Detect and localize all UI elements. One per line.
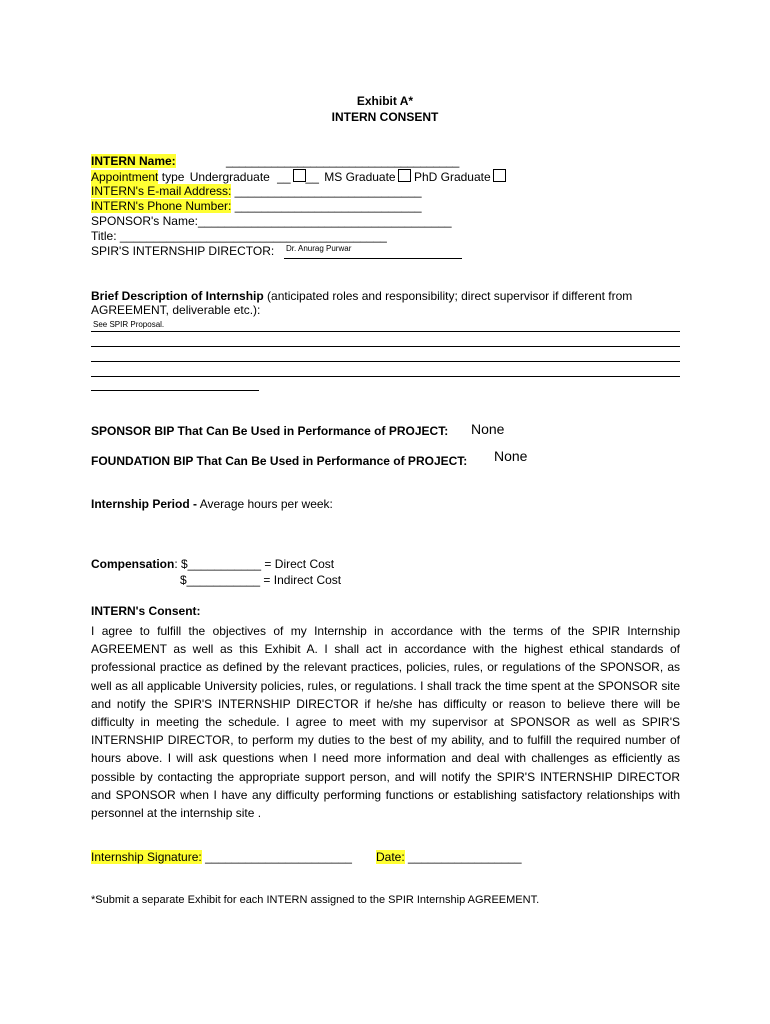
description-line-short bbox=[91, 390, 259, 391]
exhibit-title: Exhibit A* bbox=[356, 94, 414, 108]
document-subtitle: INTERN CONSENT bbox=[331, 110, 439, 124]
date-row bbox=[376, 850, 522, 864]
phone-row bbox=[91, 199, 422, 213]
description-heading-row bbox=[91, 289, 632, 303]
description-line bbox=[91, 331, 680, 332]
signature-row bbox=[91, 850, 352, 864]
date-label: Date: bbox=[376, 850, 405, 864]
compensation-label: Compensation bbox=[91, 557, 175, 571]
foundation-bip-value[interactable]: None bbox=[494, 448, 528, 464]
intern-name-field[interactable]: ____________________________________ bbox=[226, 154, 460, 168]
email-label: INTERN's E-mail Address: bbox=[91, 184, 232, 198]
signature-field[interactable]: ______________________ bbox=[205, 850, 352, 864]
compensation-direct-row bbox=[91, 557, 334, 571]
appointment-label: Appointment bbox=[91, 170, 159, 184]
compensation-direct[interactable]: : $___________ = Direct Cost bbox=[174, 557, 335, 571]
internship-period-text: Average hours per week: bbox=[197, 497, 333, 511]
sponsor-bip-label: SPONSOR BIP That Can Be Used in Performance of PROJECT: bbox=[91, 424, 449, 438]
internship-period-label: Internship Period - bbox=[91, 497, 198, 511]
undergraduate-checkbox[interactable] bbox=[293, 169, 306, 182]
intern-name-row bbox=[91, 154, 176, 168]
email-row bbox=[91, 184, 422, 198]
description-value[interactable]: See SPIR Proposal. bbox=[93, 320, 165, 329]
director-label: SPIR'S INTERNSHIP DIRECTOR: bbox=[91, 244, 275, 258]
foundation-bip-label: FOUNDATION BIP That Can Be Used in Performance of PROJECT: bbox=[91, 454, 468, 468]
consent-body: I agree to fulfill the objectives of my Internship in accordance with the terms of the SPIR Internship AGREEMENT as well as this Exhibit A. I shall act in accordance with the highest ethical standards of professional practice as defined by the relevant practices, policies, rules, or regulations of the SPONSOR, as well as all applicable University policies, rules, or regulations. I shall track the time spent at the SPONSOR site and notify the SPIR'S INTERNSHIP DIRECTOR if he/she has difficulty or reason to believe there will be difficulty in meeting the schedule. I agree to meet with my supervisor at SPONSOR as well as SPIR'S INTERNSHIP DIRECTOR, to perform my duties to the best of my ability, and to fulfill the required number of hours above. I will ask questions when I need more information and deal with challenges as efficiently as possible by contacting the appropriate support person, and will notify the SPIR'S INTERNSHIP DIRECTOR and SPONSOR when I have any difficulty performing functions or establishing satisfactory relationships with personnel at the internship site . bbox=[91, 624, 680, 821]
email-field[interactable]: ____________________________ bbox=[234, 184, 422, 198]
description-line2: AGREEMENT, deliverable etc.): bbox=[91, 303, 261, 317]
signature-label: Internship Signature: bbox=[91, 850, 202, 864]
intern-name-label: INTERN Name: bbox=[91, 154, 176, 168]
title-field[interactable]: ________________________________________ bbox=[119, 229, 387, 243]
description-heading: Brief Description of Internship bbox=[91, 289, 264, 303]
description-line bbox=[91, 376, 680, 377]
sponsor-bip-value[interactable]: None bbox=[471, 421, 505, 437]
undergraduate-blank: __ bbox=[277, 170, 291, 184]
director-row bbox=[91, 244, 274, 258]
ms-graduate-checkbox[interactable] bbox=[398, 169, 411, 182]
director-underline bbox=[284, 258, 462, 259]
footnote: *Submit a separate Exhibit for each INTERN assigned to the SPIR Internship AGREEMENT. bbox=[91, 894, 540, 906]
sponsor-name-field[interactable]: ______________________________________ bbox=[197, 214, 452, 228]
internship-period-row bbox=[91, 497, 333, 511]
sponsor-name-row bbox=[91, 214, 452, 228]
type-text: type bbox=[161, 170, 185, 184]
description-heading-note: (anticipated roles and responsibility; direct supervisor if different from bbox=[263, 289, 633, 303]
title-label: Title: bbox=[91, 229, 117, 243]
phd-graduate-label: PhD Graduate bbox=[413, 170, 491, 184]
ms-graduate-label: MS Graduate bbox=[324, 170, 396, 184]
description-line bbox=[91, 361, 680, 362]
date-field[interactable]: _________________ bbox=[408, 850, 522, 864]
title-row bbox=[91, 229, 387, 243]
compensation-indirect[interactable]: $___________ = Indirect Cost bbox=[180, 573, 342, 587]
director-value[interactable]: Dr. Anurag Purwar bbox=[286, 244, 352, 253]
consent-heading: INTERN's Consent: bbox=[91, 604, 201, 618]
phone-label: INTERN's Phone Number: bbox=[91, 199, 232, 213]
undergraduate-label: Undergraduate bbox=[189, 170, 270, 184]
sponsor-name-label: SPONSOR's Name: bbox=[91, 214, 198, 228]
appointment-row bbox=[91, 169, 506, 184]
phone-field[interactable]: ____________________________ bbox=[234, 199, 422, 213]
description-line bbox=[91, 346, 680, 347]
undergraduate-blank-2: __ bbox=[305, 170, 319, 184]
phd-graduate-checkbox[interactable] bbox=[493, 169, 506, 182]
